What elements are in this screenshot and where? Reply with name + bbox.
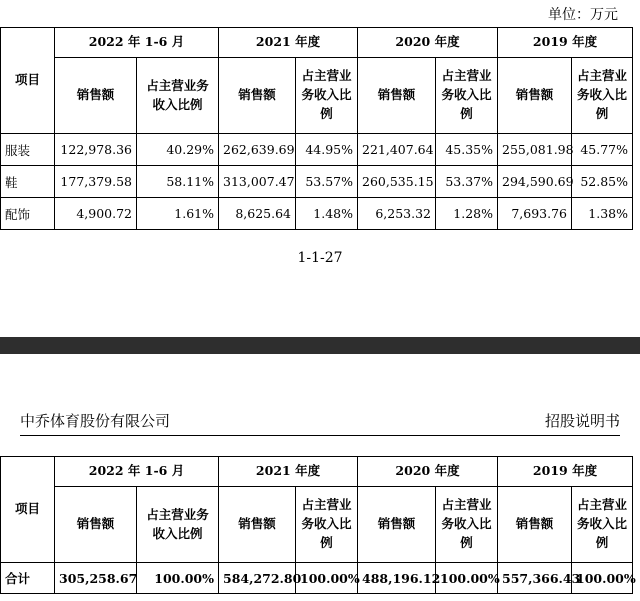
value-cell: 305,258.67 (55, 563, 137, 594)
ratio-header: 占主营业务收入比例 (137, 58, 219, 134)
ratio-header: 占主营业务收入比例 (436, 58, 498, 134)
sales-table-top (0, 27, 633, 230)
value-cell: 100.00% (572, 563, 633, 594)
value-cell: 557,366.43 (498, 563, 572, 594)
value-cell: 1.28% (436, 198, 498, 230)
sales-header: 销售额 (219, 58, 296, 134)
value-cell: 58.11% (137, 166, 219, 198)
value-cell: 8,625.64 (219, 198, 296, 230)
period-header: 2021 年度 (219, 28, 358, 58)
value-cell: 221,407.64 (358, 134, 436, 166)
period-header: 2020 年度 (358, 28, 498, 58)
period-header: 2022 年 1-6 月 (55, 457, 219, 487)
value-cell: 260,535.15 (358, 166, 436, 198)
value-cell: 1.48% (296, 198, 358, 230)
period-header: 2019 年度 (498, 457, 633, 487)
period-header: 2020 年度 (358, 457, 498, 487)
ratio-header: 占主营业务收入比例 (572, 487, 633, 563)
table-row (1, 134, 633, 166)
period-header: 2019 年度 (498, 28, 633, 58)
value-cell: 45.35% (436, 134, 498, 166)
period-header: 2021 年度 (219, 457, 358, 487)
sales-header: 销售额 (358, 58, 436, 134)
value-cell: 313,007.47 (219, 166, 296, 198)
ratio-header: 占主营业务收入比例 (572, 58, 633, 134)
value-cell: 262,639.69 (219, 134, 296, 166)
sales-header: 销售额 (55, 487, 137, 563)
item-header: 项目 (1, 457, 55, 563)
value-cell: 1.61% (137, 198, 219, 230)
value-cell: 584,272.80 (219, 563, 296, 594)
table-row (1, 198, 633, 230)
value-cell: 100.00% (137, 563, 219, 594)
ratio-header: 占主营业务收入比例 (436, 487, 498, 563)
value-cell: 45.77% (572, 134, 633, 166)
value-cell: 53.57% (296, 166, 358, 198)
value-cell: 100.00% (296, 563, 358, 594)
value-cell: 53.37% (436, 166, 498, 198)
value-cell: 294,590.69 (498, 166, 572, 198)
period-header: 2022 年 1-6 月 (55, 28, 219, 58)
company-name: 中乔体育股份有限公司 (20, 412, 171, 430)
value-cell: 1.38% (572, 198, 633, 230)
table-row (1, 166, 633, 198)
value-cell: 100.00% (436, 563, 498, 594)
value-cell: 44.95% (296, 134, 358, 166)
value-cell: 40.29% (137, 134, 219, 166)
value-cell: 52.85% (572, 166, 633, 198)
document-header (20, 410, 620, 436)
sales-header: 销售额 (498, 487, 572, 563)
ratio-header: 占主营业务收入比例 (296, 487, 358, 563)
sales-table-bottom (0, 456, 636, 594)
value-cell: 7,693.76 (498, 198, 572, 230)
unit-label: 单位：万元 (548, 7, 618, 23)
page-break-divider (0, 337, 640, 354)
sales-header: 销售额 (498, 58, 572, 134)
ratio-header: 占主营业务收入比例 (296, 58, 358, 134)
page-number: 1-1-27 (297, 250, 343, 266)
sales-header: 销售额 (219, 487, 296, 563)
value-cell: 488,196.12 (358, 563, 436, 594)
value-cell: 6,253.32 (358, 198, 436, 230)
item-header: 项目 (1, 28, 55, 134)
value-cell: 177,379.58 (55, 166, 137, 198)
total-row (1, 563, 633, 594)
value-cell: 122,978.36 (55, 134, 137, 166)
document-title: 招股说明书 (544, 412, 620, 430)
category-cell: 服装 (1, 134, 55, 166)
value-cell: 4,900.72 (55, 198, 137, 230)
category-cell: 配饰 (1, 198, 55, 230)
sales-header: 销售额 (358, 487, 436, 563)
category-cell: 鞋 (1, 166, 55, 198)
value-cell: 255,081.98 (498, 134, 572, 166)
category-cell: 合计 (1, 563, 55, 594)
sales-header: 销售额 (55, 58, 137, 134)
ratio-header: 占主营业务收入比例 (137, 487, 219, 563)
